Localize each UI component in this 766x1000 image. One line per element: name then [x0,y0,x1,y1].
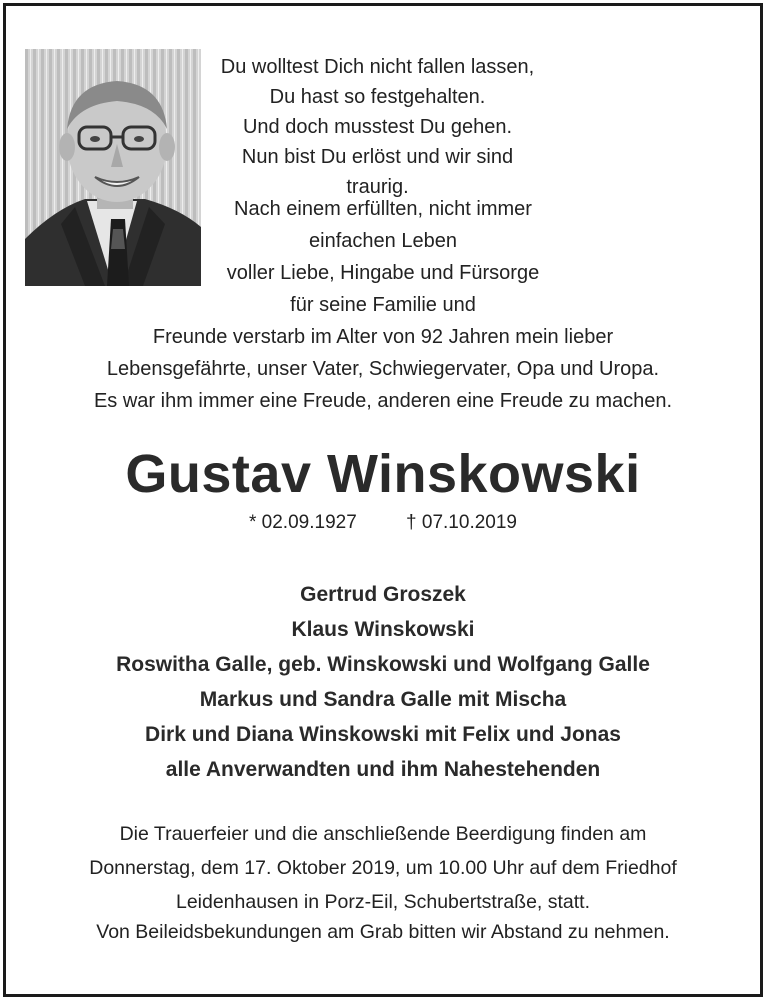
funeral-details [20,817,746,919]
tribute-line: einfachen Leben [309,230,457,252]
tribute-line: Freunde verstarb im Alter von 92 Jahren mein lieber [152,326,614,348]
tribute-line: Nach einem erfüllten, nicht immer [234,198,532,220]
condolence-note: Von Beileidsbekundungen am Grab bitten wir Abstand zu nehmen. [96,921,670,943]
death-date: † 07.10.2019 [406,512,517,533]
poem-line: Nun bist Du erlöst und wir sind traurig. [241,146,514,198]
life-dates [0,512,766,534]
poem-line: Du wolltest Dich nicht fallen lassen, [220,56,535,78]
tribute-line: für seine Familie und [290,294,476,316]
mourner-line: Markus und Sandra Galle mit Mischa [199,688,567,711]
deceased-name: Gustav Winskowski [125,444,641,504]
funeral-line: Leidenhausen in Porz-Eil, Schubertstraße, statt. [175,891,591,913]
funeral-line: Die Trauerfeier und die anschließende Beerdigung finden am [119,823,647,845]
mourner-line: Dirk und Diana Winskowski mit Felix und Jonas [145,723,621,746]
tribute-line: Es war ihm immer eine Freude, anderen eine Freude zu machen. [93,390,673,412]
mourner-line: Klaus Winskowski [291,618,475,641]
mourner-line: alle Anverwandten und ihm Nahestehenden [165,758,601,781]
birth-date: * 02.09.1927 [249,512,357,533]
poem-line: Du hast so festgehalten. [269,86,486,108]
mourner-line: Gertrud Groszek [300,583,466,606]
tribute-line: Lebensgefährte, unser Vater, Schwiegervater, Opa und Uropa. [106,358,660,380]
mourners-list [0,577,766,787]
poem-line: Und doch musstest Du gehen. [242,116,513,138]
tribute-text [40,193,726,417]
poem-verse [210,52,545,202]
funeral-line: Donnerstag, dem 17. Oktober 2019, um 10.00 Uhr auf dem Friedhof [89,857,677,879]
mourner-line: Roswitha Galle, geb. Winskowski und Wolfgang Galle [116,653,650,676]
tribute-line: voller Liebe, Hingabe und Fürsorge [226,262,540,284]
